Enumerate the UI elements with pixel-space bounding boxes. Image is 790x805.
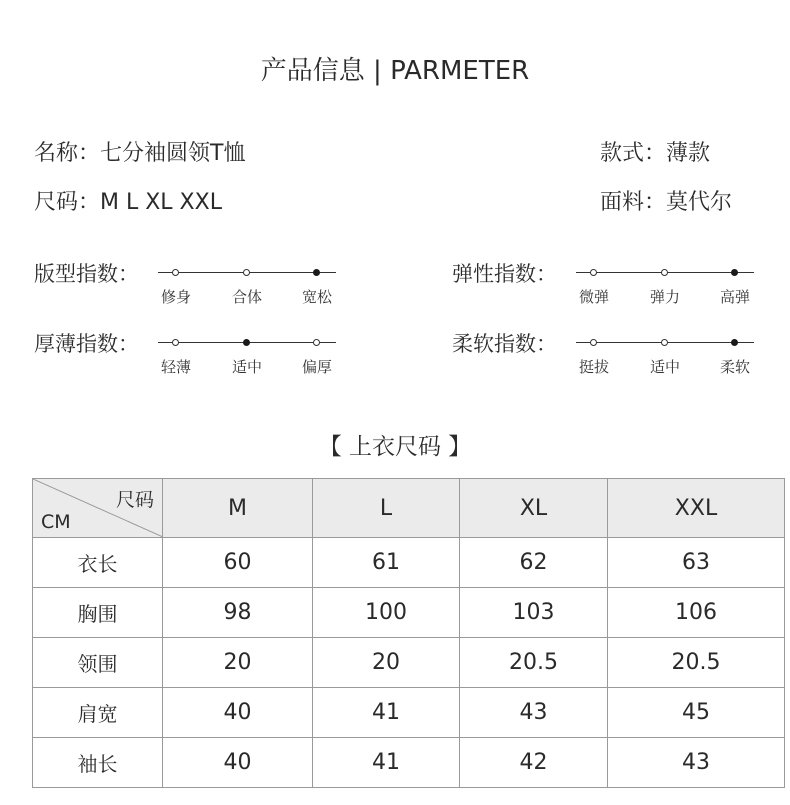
table-corner-cell — [33, 479, 163, 538]
fit-index-label: 版型指数： — [34, 262, 139, 286]
softness-option-label: 柔软 — [719, 358, 751, 376]
table-cell: 40 — [163, 738, 313, 788]
table-cell: 62 — [460, 538, 608, 588]
softness-option-label: 挺拔 — [578, 358, 610, 376]
table-cell: 100 — [313, 588, 460, 638]
table-cell: 43 — [460, 688, 608, 738]
table-row — [33, 738, 785, 788]
column-header: M — [163, 479, 313, 538]
fit-index — [34, 258, 139, 288]
thickness-option-dot — [243, 339, 250, 346]
row-label: 胸围 — [33, 588, 163, 638]
fabric-value: 莫代尔 — [666, 190, 733, 215]
elasticity-index-label: 弹性指数： — [452, 262, 557, 286]
table-cell: 41 — [313, 738, 460, 788]
table-cell: 103 — [460, 588, 608, 638]
column-header: L — [313, 479, 460, 538]
elasticity-index — [452, 258, 557, 288]
style-label: 款式： — [600, 141, 667, 166]
corner-unit-label: CM — [41, 511, 71, 533]
table-cell: 20.5 — [460, 638, 608, 688]
table-cell: 61 — [313, 538, 460, 588]
table-cell: 45 — [608, 688, 785, 738]
size-row — [34, 185, 222, 216]
thickness-option-label: 轻薄 — [160, 358, 192, 376]
row-label: 肩宽 — [33, 688, 163, 738]
table-row — [33, 538, 785, 588]
thickness-option-label: 偏厚 — [301, 358, 333, 376]
name-value: 七分袖圆领T恤 — [100, 141, 246, 166]
thickness-option-dot — [172, 339, 179, 346]
softness-option-dot — [590, 339, 597, 346]
thickness-option-dot — [313, 339, 320, 346]
fabric-label: 面料： — [600, 190, 667, 215]
softness-index-label: 柔软指数： — [452, 332, 557, 356]
thickness-index-label: 厚薄指数： — [34, 332, 139, 356]
table-cell: 20 — [313, 638, 460, 688]
row-label: 袖长 — [33, 738, 163, 788]
row-label: 衣长 — [33, 538, 163, 588]
elasticity-index-scale — [576, 262, 756, 312]
elasticity-option-dot — [661, 269, 668, 276]
fit-option-label: 宽松 — [301, 288, 333, 306]
elasticity-option-dot — [731, 269, 738, 276]
fabric-row — [600, 185, 732, 216]
table-cell: 41 — [313, 688, 460, 738]
softness-index — [452, 328, 557, 358]
fit-index-scale — [158, 262, 338, 312]
fit-option-label: 修身 — [160, 288, 192, 306]
name-row — [34, 136, 245, 167]
thickness-index-scale — [158, 332, 338, 382]
column-header: XXL — [608, 479, 785, 538]
fit-option-dot — [313, 269, 320, 276]
table-header-row — [33, 479, 785, 538]
table-cell: 43 — [608, 738, 785, 788]
elasticity-option-label: 高弹 — [719, 288, 751, 306]
size-value: M L XL XXL — [100, 190, 222, 215]
elasticity-option-dot — [590, 269, 597, 276]
style-value: 薄款 — [666, 141, 711, 166]
table-cell: 60 — [163, 538, 313, 588]
size-table — [32, 478, 785, 788]
table-row — [33, 588, 785, 638]
softness-option-label: 适中 — [649, 358, 681, 376]
table-cell: 98 — [163, 588, 313, 638]
fit-option-dot — [172, 269, 179, 276]
table-cell: 20 — [163, 638, 313, 688]
thickness-index — [34, 328, 139, 358]
table-cell: 20.5 — [608, 638, 785, 688]
table-cell: 63 — [608, 538, 785, 588]
table-cell: 40 — [163, 688, 313, 738]
style-row — [600, 136, 710, 167]
elasticity-option-label: 微弹 — [578, 288, 610, 306]
thickness-option-label: 适中 — [231, 358, 263, 376]
table-row — [33, 638, 785, 688]
name-label: 名称： — [34, 141, 101, 166]
fit-option-dot — [243, 269, 250, 276]
page-title: 产品信息 | PARMETER — [260, 56, 530, 86]
corner-size-label: 尺码 — [115, 489, 154, 511]
table-row — [33, 688, 785, 738]
softness-option-dot — [731, 339, 738, 346]
row-label: 领围 — [33, 638, 163, 688]
fit-option-label: 合体 — [231, 288, 263, 306]
softness-index-scale — [576, 332, 756, 382]
elasticity-option-label: 弹力 — [649, 288, 681, 306]
table-cell: 106 — [608, 588, 785, 638]
size-table-title: 【 上衣尺码 】 — [318, 434, 472, 460]
size-label: 尺码： — [34, 190, 101, 215]
softness-option-dot — [661, 339, 668, 346]
column-header: XL — [460, 479, 608, 538]
table-cell: 42 — [460, 738, 608, 788]
